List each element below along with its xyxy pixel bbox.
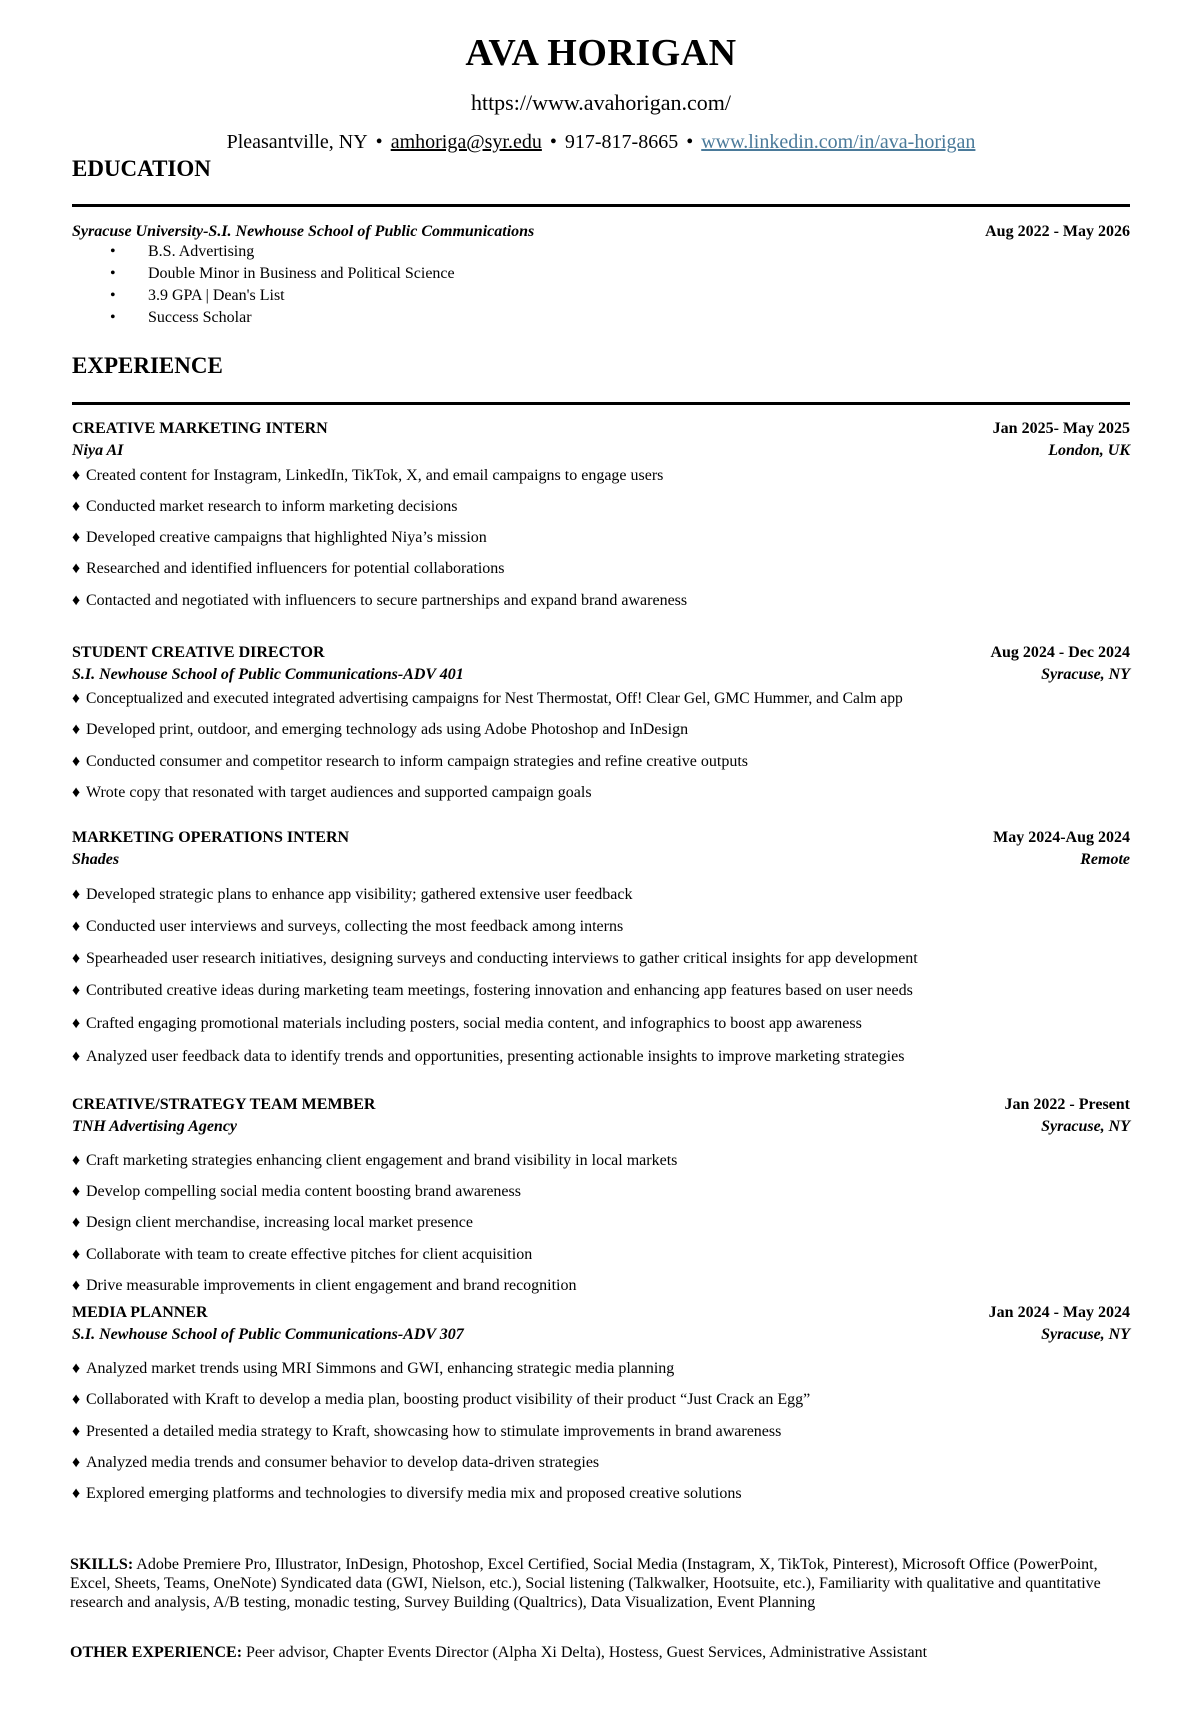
job-role: CREATIVE/STRATEGY TEAM MEMBER <box>72 1096 376 1113</box>
job-bullet: ♦ Craft marketing strategies enhancing client engagement and brand visibility in local markets <box>72 1150 677 1172</box>
diamond-bullet-icon: ♦ <box>72 1423 81 1440</box>
job-org-row <box>72 1116 1130 1138</box>
job-dates: Jan 2025- May 2025 <box>992 420 1130 437</box>
separator-dot: • <box>686 131 694 153</box>
diamond-bullet-icon: ♦ <box>72 950 81 967</box>
job-header <box>72 418 1130 440</box>
education-dates: Aug 2022 - May 2026 <box>985 223 1130 240</box>
job-bullet: ♦ Crafted engaging promotional materials including posters, social media content, and infographics to boost app awareness <box>72 1013 862 1035</box>
job-bullet: ♦ Conceptualized and executed integrated advertising campaigns for Nest Thermostat, Off! Clear Gel, GMC Hummer, and Calm app <box>72 688 903 710</box>
job-role: STUDENT CREATIVE DIRECTOR <box>72 644 325 661</box>
job-bullet: ♦ Contacted and negotiated with influencers to secure partnerships and expand brand awareness <box>72 590 687 612</box>
job-org-row <box>72 664 1130 686</box>
skills-paragraph <box>70 1555 1132 1612</box>
job-organization: Niya AI <box>72 442 124 459</box>
phone-number: 917-817-8665 <box>564 131 679 153</box>
skills-label: SKILLS: <box>70 1556 134 1573</box>
experience-heading: EXPERIENCE <box>72 353 223 378</box>
diamond-bullet-icon: ♦ <box>72 721 81 738</box>
job-organization: S.I. Newhouse School of Public Communications-ADV 401 <box>72 666 464 683</box>
diamond-bullet-icon: ♦ <box>72 1391 81 1408</box>
job-location: Syracuse, NY <box>1041 666 1130 683</box>
job-role: MEDIA PLANNER <box>72 1304 208 1321</box>
diamond-bullet-icon: ♦ <box>72 1214 81 1231</box>
job-header <box>72 1094 1130 1116</box>
diamond-bullet-icon: ♦ <box>72 1485 81 1502</box>
job-bullet: ♦ Created content for Instagram, LinkedIn, TikTok, X, and email campaigns to engage users <box>72 465 663 487</box>
job-bullet: ♦ Developed strategic plans to enhance app visibility; gathered extensive user feedback <box>72 884 632 906</box>
education-item: • Double Minor in Business and Political Science <box>110 263 455 285</box>
job-bullet: ♦ Conducted market research to inform marketing decisions <box>72 496 457 518</box>
diamond-bullet-icon: ♦ <box>72 498 81 515</box>
job-dates: May 2024-Aug 2024 <box>993 829 1130 846</box>
job-organization: TNH Advertising Agency <box>72 1118 238 1135</box>
job-role: MARKETING OPERATIONS INTERN <box>72 829 350 846</box>
diamond-bullet-icon: ♦ <box>72 1454 81 1471</box>
job-bullet: ♦ Collaborate with team to create effective pitches for client acquisition <box>72 1244 532 1266</box>
education-list <box>110 241 455 329</box>
candidate-name: AVA HORIGAN <box>465 32 737 74</box>
separator-dot: • <box>375 131 383 153</box>
email-link[interactable]: amhoriga@syr.edu <box>390 131 542 153</box>
contact-line <box>0 129 1202 155</box>
job-bullet: ♦ Analyzed user feedback data to identify trends and opportunities, presenting actionable insights to improve marketing strategies <box>72 1046 904 1068</box>
job-bullet: ♦ Developed print, outdoor, and emerging technology ads using Adobe Photoshop and InDesign <box>72 719 688 741</box>
job-bullet: ♦ Drive measurable improvements in client engagement and brand recognition <box>72 1275 577 1297</box>
diamond-bullet-icon: ♦ <box>72 467 81 484</box>
job-bullet: ♦ Researched and identified influencers for potential collaborations <box>72 558 505 580</box>
job-bullet: ♦ Developed creative campaigns that highlighted Niya’s mission <box>72 527 487 549</box>
education-header <box>72 221 1130 243</box>
job-dates: Aug 2024 - Dec 2024 <box>990 644 1130 661</box>
diamond-bullet-icon: ♦ <box>72 1246 81 1263</box>
diamond-bullet-icon: ♦ <box>72 529 81 546</box>
other-experience-label: OTHER EXPERIENCE: <box>70 1644 243 1661</box>
skills-text: Adobe Premiere Pro, Illustrator, InDesign, Photoshop, Excel Certified, Social Media (Instagram, X, TikTok, Pinterest), Microsoft Office (PowerPoint, Excel, Sheets, Teams, OneNote) Syndicated data (GWI, Nielson, etc.), Social listening (Talkwalker, Hootsuite, etc.), Familiarity with qualitative and quantitative research and analysis, A/B testing, monadic testing, Survey Building (Qualtrics), Data Visualization, Event Planning <box>70 1556 1101 1611</box>
job-bullet: ♦ Conducted user interviews and surveys, collecting the most feedback among interns <box>72 916 623 938</box>
diamond-bullet-icon: ♦ <box>72 982 81 999</box>
education-item: • Success Scholar <box>110 307 455 329</box>
education-item: • 3.9 GPA | Dean's List <box>110 285 455 307</box>
job-org-row <box>72 1324 1130 1346</box>
location: Pleasantville, NY <box>226 131 368 153</box>
job-org-row <box>72 849 1130 871</box>
job-bullet: ♦ Analyzed market trends using MRI Simmons and GWI, enhancing strategic media planning <box>72 1358 674 1380</box>
job-role: CREATIVE MARKETING INTERN <box>72 420 328 437</box>
diamond-bullet-icon: ♦ <box>72 886 81 903</box>
job-organization: S.I. Newhouse School of Public Communications-ADV 307 <box>72 1326 464 1343</box>
diamond-bullet-icon: ♦ <box>72 1360 81 1377</box>
job-bullet: ♦ Design client merchandise, increasing local market presence <box>72 1212 473 1234</box>
personal-website[interactable]: https://www.avahorigan.com/ <box>470 90 732 115</box>
job-header <box>72 1302 1130 1324</box>
diamond-bullet-icon: ♦ <box>72 560 81 577</box>
diamond-bullet-icon: ♦ <box>72 784 81 801</box>
diamond-bullet-icon: ♦ <box>72 592 81 609</box>
diamond-bullet-icon: ♦ <box>72 1277 81 1294</box>
job-location: London, UK <box>1048 442 1130 459</box>
linkedin-link[interactable]: www.linkedin.com/in/ava-horigan <box>701 131 976 153</box>
job-header <box>72 642 1130 664</box>
section-divider <box>72 204 1130 207</box>
job-bullet: ♦ Conducted consumer and competitor research to inform campaign strategies and refine creative outputs <box>72 751 748 773</box>
job-bullet: ♦ Explored emerging platforms and technologies to diversify media mix and proposed creative solutions <box>72 1483 742 1505</box>
education-item: • B.S. Advertising <box>110 241 455 263</box>
diamond-bullet-icon: ♦ <box>72 918 81 935</box>
job-dates: Jan 2024 - May 2024 <box>988 1304 1130 1321</box>
diamond-bullet-icon: ♦ <box>72 690 80 707</box>
job-organization: Shades <box>72 851 120 868</box>
section-divider <box>72 402 1130 405</box>
diamond-bullet-icon: ♦ <box>72 1183 81 1200</box>
job-org-row <box>72 440 1130 462</box>
job-location: Remote <box>1080 851 1130 868</box>
other-experience-text: Peer advisor, Chapter Events Director (Alpha Xi Delta), Hostess, Guest Services, Administrative Assistant <box>242 1644 928 1661</box>
job-location: Syracuse, NY <box>1041 1118 1130 1135</box>
other-experience-paragraph <box>70 1643 1132 1663</box>
job-bullet: ♦ Presented a detailed media strategy to Kraft, showcasing how to stimulate improvements in brand awareness <box>72 1421 781 1443</box>
job-header <box>72 827 1130 849</box>
education-heading: EDUCATION <box>72 156 211 181</box>
diamond-bullet-icon: ♦ <box>72 1048 81 1065</box>
school-name: Syracuse University-S.I. Newhouse School of Public Communications <box>72 223 535 240</box>
job-bullet: ♦ Wrote copy that resonated with target audiences and supported campaign goals <box>72 782 592 804</box>
diamond-bullet-icon: ♦ <box>72 1152 81 1169</box>
diamond-bullet-icon: ♦ <box>72 1015 81 1032</box>
job-bullet: ♦ Contributed creative ideas during marketing team meetings, fostering innovation and enhancing app features based on user needs <box>72 980 913 1002</box>
job-location: Syracuse, NY <box>1041 1326 1130 1343</box>
job-bullet: ♦ Analyzed media trends and consumer behavior to develop data-driven strategies <box>72 1452 599 1474</box>
job-bullet: ♦ Spearheaded user research initiatives, designing surveys and conducting interviews to gather critical insights for app development <box>72 948 918 970</box>
job-bullet: ♦ Develop compelling social media content boosting brand awareness <box>72 1181 521 1203</box>
separator-dot: • <box>549 131 557 153</box>
diamond-bullet-icon: ♦ <box>72 753 81 770</box>
job-dates: Jan 2022 - Present <box>1004 1096 1130 1113</box>
job-bullet: ♦ Collaborated with Kraft to develop a media plan, boosting product visibility of their product “Just Crack an Egg” <box>72 1389 810 1411</box>
